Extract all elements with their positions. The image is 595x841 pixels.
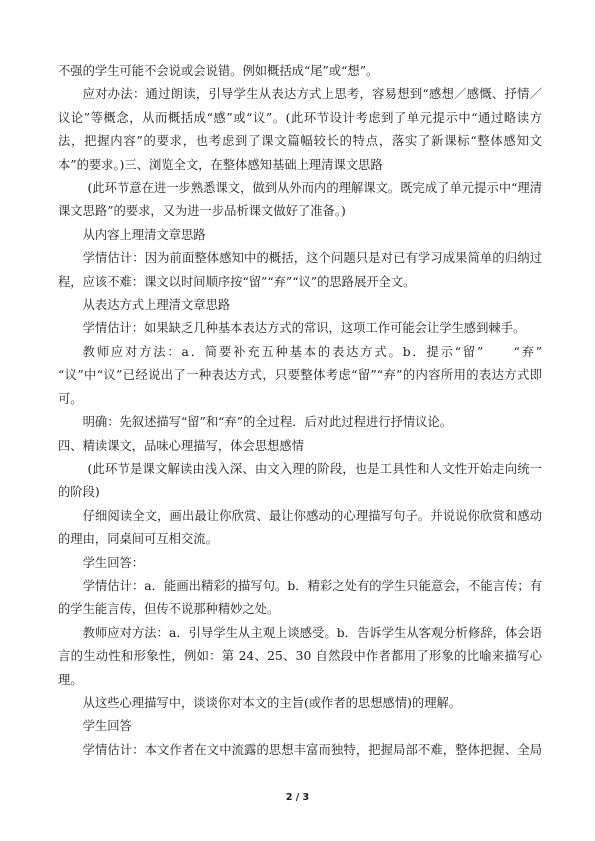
document-body	[58, 60, 542, 760]
paragraph-2: 应对办法：通过朗读，引导学生从表达方式上思考，容易想到“感想／感慨、抒情／议论”等概念，从而概括成“感”或“议”。(此环节设计考虑到了单元提示中“通过略读方法，把握内容”的要求，也考虑到了课文篇幅较长的特点，落实了新课标“整体感知文本”的要求。)三、浏览全文，在整体感知基础上理清课文思路	[58, 87, 542, 172]
paragraph-5: 学情估计：因为前面整体感知中的概括，这个问题只是对已有学习成果简单的归纳过程，应该不难：课文以时间顺序按“留”“弃”“议”的思路展开全文。	[58, 251, 542, 289]
paragraph-3: (此环节意在进一步熟悉课文，做到从外而内的理解课文。既完成了单元提示中“理清课文思路”的要求，又为进一步品析课文做好了准备。)	[58, 181, 542, 219]
paragraph-1: 不强的学生可能不会说或会说错。例如概括成“尾”或“想”。	[58, 64, 379, 78]
paragraph-16: 从这些心理描写中，谈谈你对本文的主旨(或作者的思想感情)的理解。	[82, 695, 462, 710]
paragraph-9: 明确：先叙述描写“留”和“弃”的全过程．后对此过程进行抒情议论。	[82, 415, 453, 430]
paragraph-18: 学情估计：本文作者在文中流露的思想丰富而独特，把握局部不难，整体把握、全局	[82, 742, 542, 757]
paragraph-12: 仔细阅读全文，画出最让你欣赏、最让你感动的心理描写句子。并说说你欣赏和感动的理由，同桌间可互相交流。	[58, 508, 542, 547]
paragraph-10: 四、精读课文，品味心理描写，体会思想感情	[58, 438, 304, 453]
page-number: 2 / 3	[285, 792, 310, 803]
paragraph-14: 学情估计：a．能画出精彩的描写句。b．精彩之处有的学生只能意会，不能言传；有的学生能言传，但传不说那种精妙之处。	[58, 578, 542, 617]
paragraph-15: 教师应对方法：a．引导学生从主观上谈感受。b．告诉学生从客观分析修辞，体会语言的生动性和形象性，例如：第 24、25、30 自然段中作者都用了形象的比喻来描写心理。	[58, 625, 542, 687]
paragraph-13: 学生回答：	[82, 555, 145, 570]
paragraph-11: (此环节是课文解读由浅入深、由文入理的阶段，也是工具性和人文性开始走向统一的阶段)	[58, 461, 542, 500]
paragraph-4: 从内容上理清文章思路	[82, 227, 206, 242]
paragraph-8: 教师应对方法：a．简要补充五种基本的表达方式。b．提示“留” “弃” “议”中“议”已经说出了一种表达方式，只要整体考虑“留”“弃”的内容所用的表达方式即可。	[58, 344, 542, 406]
paragraph-17: 学生回答	[82, 719, 132, 734]
paragraph-6: 从表达方式上理清文章思路	[82, 298, 231, 313]
paragraph-7: 学情估计：如果缺乏几种基本表达方式的常识，这项工作可能会让学生感到棘手。	[82, 321, 526, 336]
